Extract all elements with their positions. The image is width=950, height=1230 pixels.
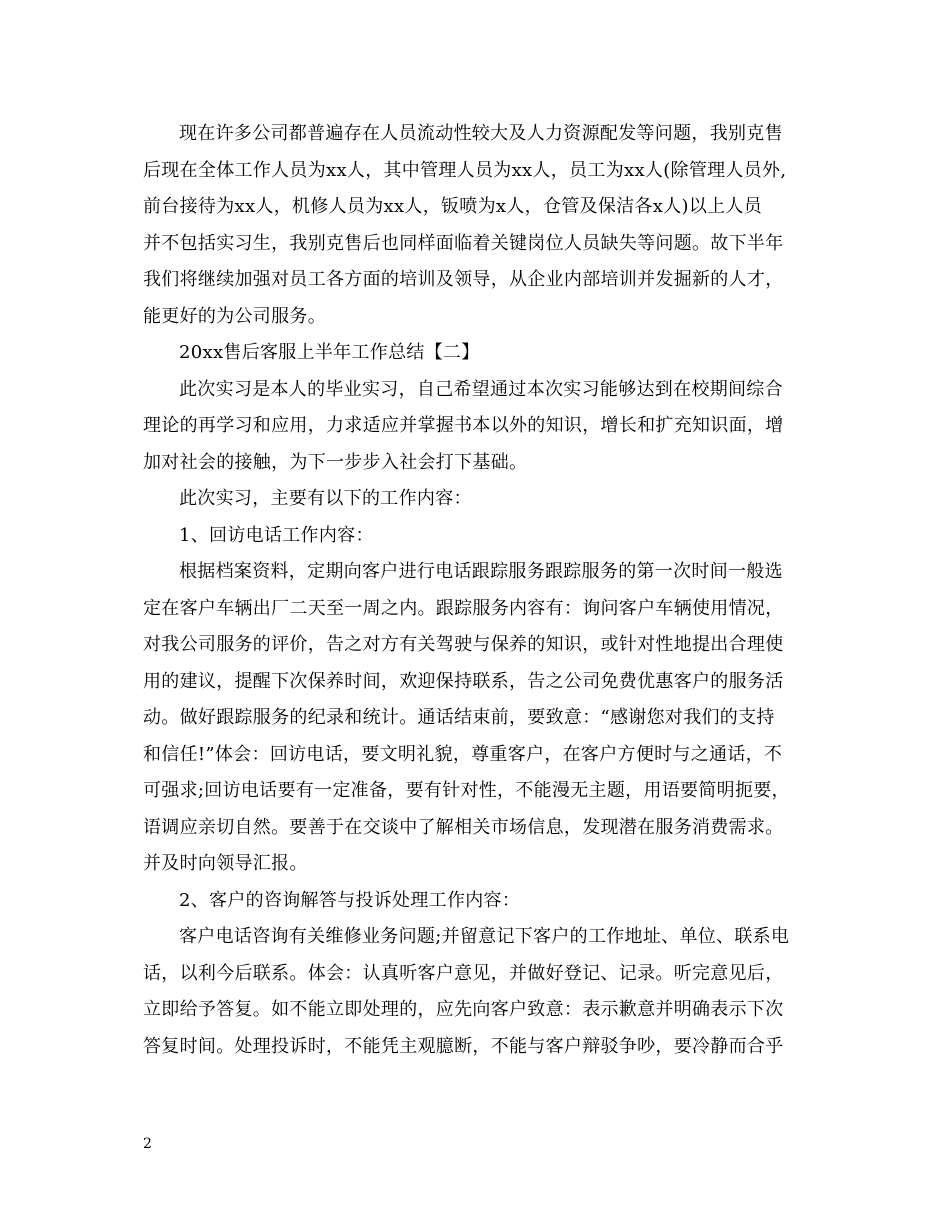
text-line: 1、回访电话工作内容： <box>179 524 374 546</box>
text-line: 理论的再学习和应用，力求适应并掌握书本以外的知识，增长和扩充知识面，增 <box>143 415 784 436</box>
page-number: 2 <box>143 1136 152 1152</box>
text-line: 前台接待为xx人，机修人员为xx人，钣喷为x人，仓管及保洁各x人)以上人员 <box>143 196 763 217</box>
document-body <box>143 116 823 1065</box>
text-line: 加对社会的接触，为下一步步入社会打下基础。 <box>143 451 528 473</box>
text-line: 立即给予答复。如不能立即处理的，应先向客户致意：表示歉意并明确表示下次 <box>143 999 784 1020</box>
text-line: 动。做好跟踪服务的纪录和统计。通话结束前，要致意：“感谢您对我们的支持 <box>143 707 775 728</box>
text-line: 对我公司服务的评价，告之对方有关驾驶与保养的知识，或针对性地提出合理使 <box>143 634 784 655</box>
text-line: 根据档案资料，定期向客户进行电话跟踪服务跟踪服务的第一次时间一般选 <box>179 561 783 582</box>
text-line: 现在许多公司都普遍存在人员流动性较大及人力资源配发等问题，我别克售 <box>179 123 783 144</box>
text-line: 我们将继续加强对员工各方面的培训及领导，从企业内部培训并发掘新的人才， <box>143 269 784 290</box>
text-line: 2、客户的咨询解答与投诉处理工作内容： <box>179 889 521 911</box>
text-line: 后现在全体工作人员为xx人，其中管理人员为xx人，员工为xx人(除管理人员外, <box>143 159 787 181</box>
text-line: 能更好的为公司服务。 <box>143 305 326 327</box>
text-line: 话，以利今后联系。体会：认真听客户意见，并做好登记、记录。听完意见后， <box>143 962 784 984</box>
text-line: 此次实习是本人的毕业实习，自己希望通过本次实习能够达到在校期间综合 <box>179 378 783 400</box>
text-line: 定在客户车辆出厂二天至一周之内。跟踪服务内容有：询问客户车辆使用情况， <box>143 597 784 619</box>
text-line: 用的建议，提醒下次保养时间，欢迎保持联系，告之公司免费优惠客户的服务活 <box>143 670 784 692</box>
text-line: 并及时向领导汇报。 <box>143 853 308 874</box>
text-line: 答复时间。处理投诉时，不能凭主观臆断，不能与客户辩驳争吵，要冷静而合乎 <box>143 1035 784 1057</box>
text-line: 和信任!”体会：回访电话，要文明礼貌，尊重客户，在客户方便时与之通话，不 <box>143 743 783 765</box>
text-line: 此次实习，主要有以下的工作内容： <box>179 488 472 509</box>
text-line: 并不包括实习生，我别克售后也同样面临着关键岗位人员缺失等问题。故下半年 <box>143 232 784 254</box>
text-line: 可强求;回访电话要有一定准备，要有针对性，不能漫无主题，用语要简明扼要， <box>143 780 790 801</box>
text-line: 语调应亲切自然。要善于在交谈中了解相关市场信息，发现潜在服务消费需求。 <box>143 816 784 838</box>
text-line: 20xx售后客服上半年工作总结【二】 <box>179 342 480 363</box>
text-line: 客户电话咨询有关维修业务问题;并留意记下客户的工作地址、单位、联系电 <box>179 926 790 947</box>
